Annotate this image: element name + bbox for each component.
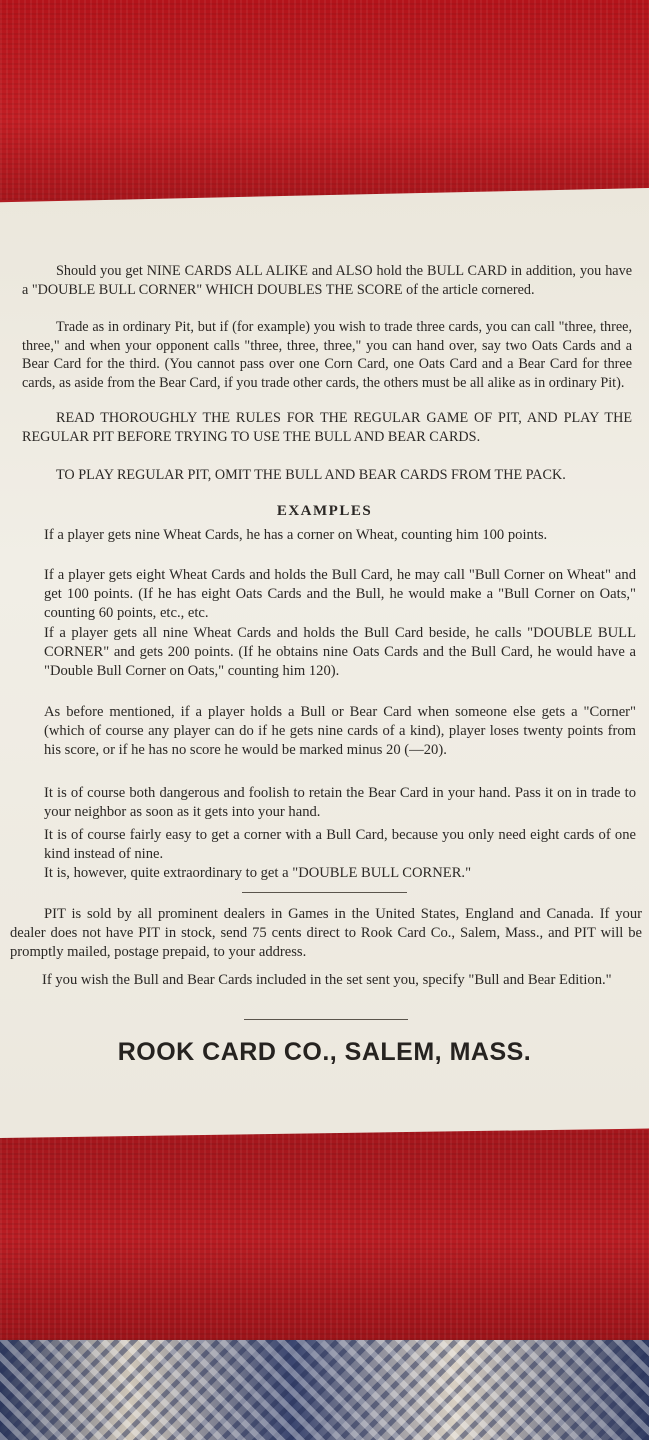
example-5: It is of course both dangerous and foolish to retain the Bear Card in your hand. Pass it on in trade to your neighbor as soon as it gets into your hand. [44, 785, 636, 820]
red-cloth-background-top [0, 0, 649, 200]
example-3: If a player gets all nine Wheat Cards and holds the Bull Card beside, he calls "DOUBLE BULL CORNER" and gets 200 points. (If he obtains nine Oats Cards and the Bull Card, he would have a "Double Bull Corner on Oats," counting him 120). [44, 625, 636, 679]
closing-paragraph-2: If you wish the Bull and Bear Cards included in the set sent you, specify "Bull and Bear Edition." [42, 972, 612, 988]
divider-rule-1 [242, 892, 407, 893]
intro-paragraph-2: Trade as in ordinary Pit, but if (for example) you wish to trade three cards, you can call "three, three, three," and when your opponent calls "three, three, three," you can hand over, say two Oats Cards and a Bear Card for the third. (You cannot pass over one Corn Card, one Oats Card and a Bear Card for three cards, as aside from the Bear Card, if you trade other cards, the others must be all alike as in ordinary Pit). [22, 319, 632, 391]
example-6: It is of course fairly easy to get a corner with a Bull Card, because you only need eight cards of one kind instead of nine. [44, 827, 636, 862]
blue-fabric-background [0, 1340, 649, 1440]
examples-heading: EXAMPLES [276, 503, 373, 519]
closing-paragraph-1: PIT is sold by all prominent dealers in Games in the United States, England and Canada. If your dealer does not have PIT in stock, send 75 cents direct to Rook Card Co., Salem, Mass., and PIT will be promptly mailed, postage prepaid, to your address. [10, 906, 642, 960]
publisher-name: ROOK CARD CO., SALEM, MASS. [117, 1038, 532, 1066]
example-4: As before mentioned, if a player holds a Bull or Bear Card when someone else gets a "Corner" (which of course any player can do if he gets nine cards of a kind), player loses twenty points from his score, or if he has no score he would be marked minus 20 (—20). [44, 704, 636, 758]
divider-rule-2 [244, 1019, 408, 1020]
red-cloth-background-bottom [0, 1130, 649, 1345]
example-2: If a player gets eight Wheat Cards and holds the Bull Card, he may call "Bull Corner on Wheat" and get 100 points. (If he has eight Oats Cards and the Bull, he would make a "Bull Corner on Oats," counting 60 points, etc., etc. [44, 567, 636, 621]
example-7: It is, however, quite extraordinary to get a "DOUBLE BULL CORNER." [44, 865, 472, 881]
intro-paragraph-3: READ THOROUGHLY THE RULES FOR THE REGULAR GAME OF PIT, AND PLAY THE REGULAR PIT BEFORE TRYING TO USE THE BULL AND BEAR CARDS. [22, 410, 632, 445]
intro-paragraph-1: Should you get NINE CARDS ALL ALIKE and ALSO hold the BULL CARD in addition, you have a "DOUBLE BULL CORNER" WHICH DOUBLES THE SCORE of the article cornered. [22, 263, 632, 298]
example-1: If a player gets nine Wheat Cards, he has a corner on Wheat, counting him 100 points. [44, 527, 548, 543]
intro-paragraph-4: TO PLAY REGULAR PIT, OMIT THE BULL AND BEAR CARDS FROM THE PACK. [56, 467, 566, 483]
